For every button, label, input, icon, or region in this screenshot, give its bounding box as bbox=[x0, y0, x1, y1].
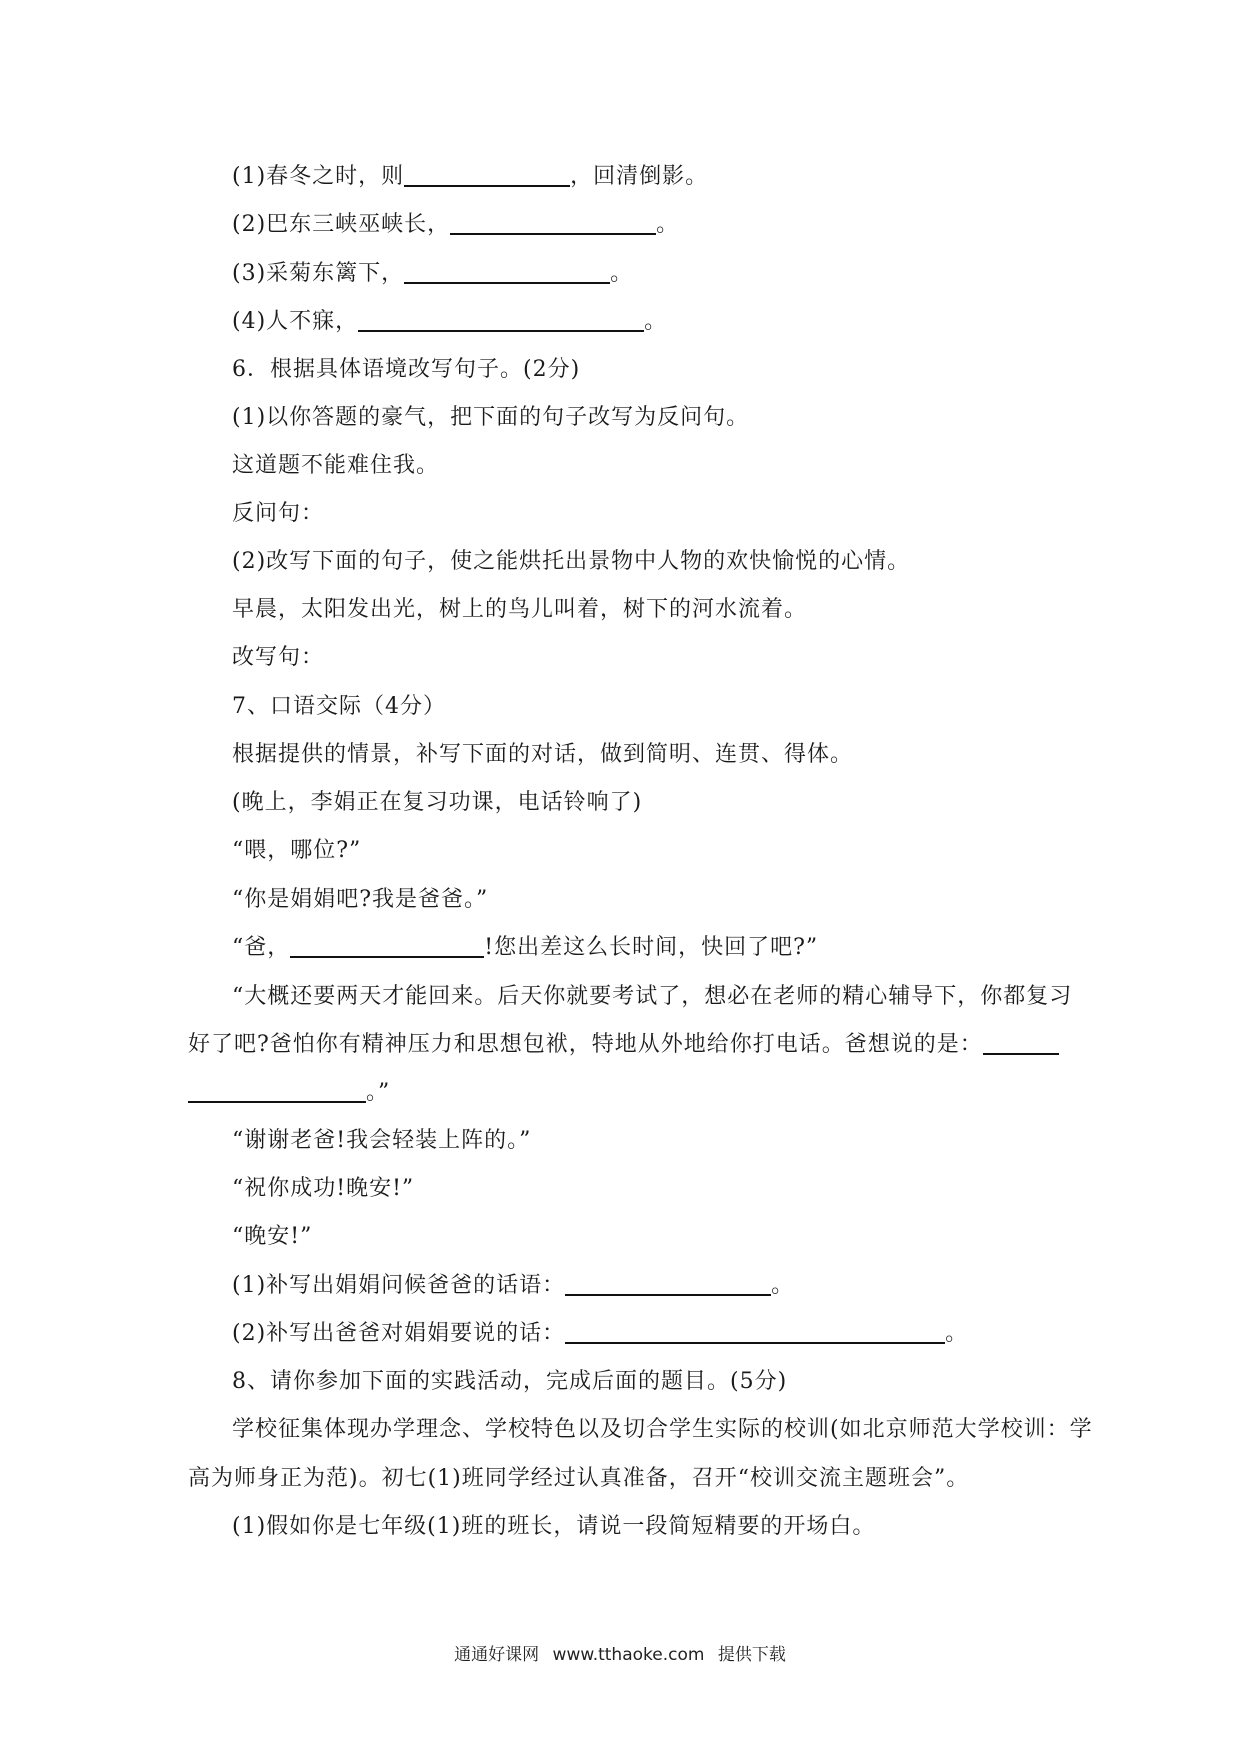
q8-paragraph: 高为师身正为范)。初七(1)班同学经过认真准备，召开“校训交流主题班会”。 bbox=[188, 1466, 970, 1491]
q6-part1-label: 反问句： bbox=[232, 501, 325, 526]
q7-subquestion-1: (1)补写出娟娟问候爸爸的话语： 。 bbox=[232, 1266, 794, 1306]
dialogue-line: 好了吧?爸怕你有精神压力和思想包袱，特地从外地给你打电话。爸想说的是： bbox=[188, 1025, 1059, 1065]
dialogue-line: “祝你成功!晚安!” bbox=[232, 1176, 415, 1201]
page-footer bbox=[0, 1640, 1240, 1665]
q6-part1-sentence: 这道题不能难住我。 bbox=[232, 453, 440, 478]
q8-title: 8、请你参加下面的实践活动，完成后面的题目。(5分) bbox=[232, 1369, 788, 1394]
answer-blank[interactable] bbox=[450, 205, 656, 235]
q6-part2-sentence: 早晨，太阳发出光，树上的鸟儿叫着，树下的河水流着。 bbox=[232, 597, 808, 622]
q7-subquestion-2: (2)补写出爸爸对娟娟要说的话： 。 bbox=[232, 1314, 968, 1354]
q8-item-1: (1)假如你是七年级(1)班的班长，请说一段简短精要的开场白。 bbox=[232, 1514, 876, 1539]
footer-suffix: 提供下载 bbox=[717, 1645, 786, 1665]
dialogue-line: “谢谢老爸!我会轻装上阵的。” bbox=[232, 1128, 532, 1153]
q5-item-4: (4)人不寐， 。 bbox=[232, 302, 667, 342]
answer-blank[interactable] bbox=[983, 1025, 1059, 1055]
q7-scene: (晚上，李娟正在复习功课，电话铃响了) bbox=[232, 790, 643, 815]
footer-url[interactable]: www.tthaoke.com bbox=[552, 1645, 705, 1665]
dialogue-line: “爸， !您出差这么长时间，快回了吧?” bbox=[232, 928, 818, 968]
q5-item-3: (3)采菊东篱下， 。 bbox=[232, 254, 633, 294]
answer-blank[interactable] bbox=[404, 254, 610, 284]
q6-part2-label: 改写句： bbox=[232, 645, 325, 670]
q5-item-1: (1)春冬之时，则 ，回清倒影。 bbox=[232, 157, 708, 197]
answer-blank[interactable] bbox=[358, 302, 644, 332]
q8-paragraph: 学校征集体现办学理念、学校特色以及切合学生实际的校训(如北京师范大学校训：学 bbox=[232, 1417, 1093, 1442]
dialogue-line: “你是娟娟吧?我是爸爸。” bbox=[232, 887, 489, 912]
footer-site-name: 通通好课网 bbox=[454, 1645, 540, 1665]
q7-instruction: 根据提供的情景，补写下面的对话，做到简明、连贯、得体。 bbox=[232, 742, 854, 767]
q7-title: 7、口语交际（4分） bbox=[232, 694, 446, 719]
q5-item-2: (2)巴东三峡巫峡长， 。 bbox=[232, 205, 679, 245]
answer-blank[interactable] bbox=[188, 1073, 366, 1103]
answer-blank[interactable] bbox=[290, 928, 484, 958]
dialogue-line: 。” bbox=[188, 1073, 390, 1113]
answer-blank[interactable] bbox=[565, 1314, 945, 1344]
q6-part2-instruction: (2)改写下面的句子，使之能烘托出景物中人物的欢快愉悦的心情。 bbox=[232, 549, 911, 574]
q6-title: 6．根据具体语境改写句子。(2分) bbox=[232, 357, 581, 382]
answer-blank[interactable] bbox=[565, 1266, 771, 1296]
dialogue-line: “晚安!” bbox=[232, 1224, 313, 1249]
answer-blank[interactable] bbox=[404, 157, 570, 187]
dialogue-line: “喂，哪位?” bbox=[232, 838, 362, 863]
q6-part1-instruction: (1)以你答题的豪气，把下面的句子改写为反问句。 bbox=[232, 405, 750, 430]
dialogue-line: “大概还要两天才能回来。后天你就要考试了，想必在老师的精心辅导下，你都复习 bbox=[232, 984, 1073, 1009]
